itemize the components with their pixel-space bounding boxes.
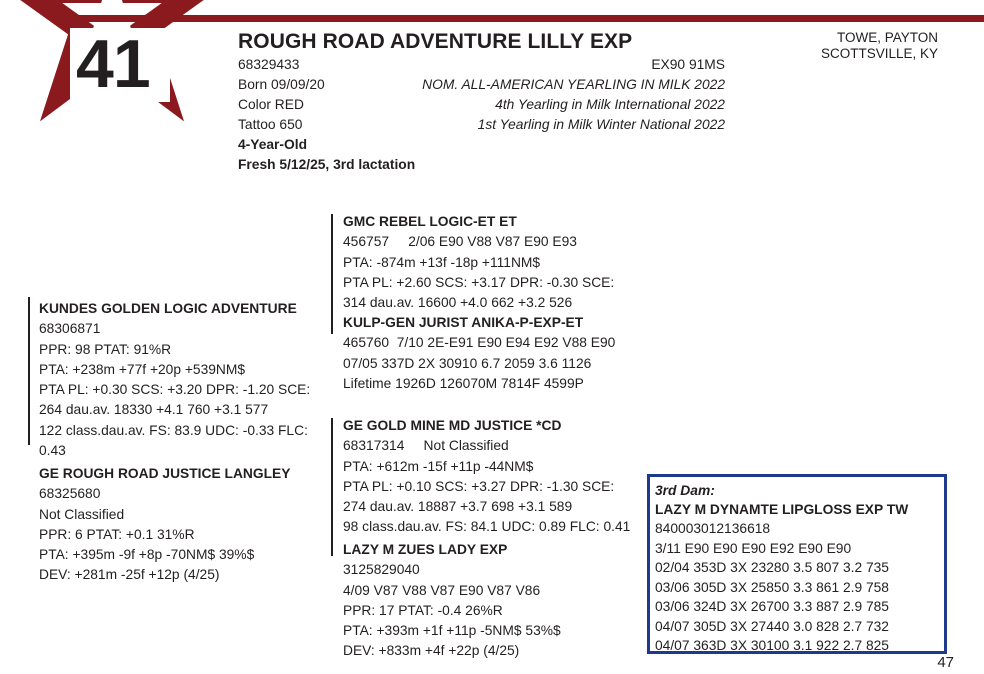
pedigree-bracket-main — [28, 297, 30, 445]
sire-block — [39, 299, 310, 461]
honor-line: 1st Yearling in Milk Winter National 2022 — [477, 117, 725, 132]
tattoo: Tattoo 650 — [238, 117, 303, 132]
color: Color RED — [238, 97, 304, 112]
pedigree-line: 4/09 V87 V88 V87 E90 V87 V86 — [343, 582, 541, 598]
pedigree-line: PTA: -874m +13f -18p +111NM$ — [343, 254, 541, 270]
animal-name: ROUGH ROAD ADVENTURE LILLY EXP — [238, 30, 633, 53]
sire-dam-name: KULP-GEN JURIST ANIKA-P-EXP-ET — [343, 315, 584, 330]
dam-dam-block — [343, 540, 561, 662]
pedigree-line: PTA: +612m -15f +11p -44NM$ — [343, 458, 534, 474]
dam-sire-block — [343, 416, 630, 538]
pedigree-line: 68325680 — [39, 486, 101, 502]
page-number: 47 — [937, 654, 954, 671]
pedigree-line: 274 dau.av. 18887 +3.7 698 +3.1 589 — [343, 499, 573, 515]
sire-sire-block — [343, 212, 614, 313]
pedigree-line: 03/06 324D 3X 26700 3.3 887 2.9 785 — [655, 599, 889, 614]
pedigree-line: 3125829040 — [343, 562, 420, 578]
pedigree-line: 314 dau.av. 16600 +4.0 662 +3.2 526 — [343, 295, 573, 311]
pedigree-line: 02/04 353D 3X 23280 3.5 807 3.2 735 — [655, 560, 889, 575]
pedigree-line: 122 class.dau.av. FS: 83.9 UDC: -0.33 FLC: — [39, 422, 308, 438]
dam-block — [39, 464, 290, 586]
pedigree-line: 3/11 E90 E90 E90 E92 E90 E90 — [655, 540, 852, 556]
classification-score: EX90 91MS — [651, 57, 725, 72]
honor-line: 4th Yearling in Milk International 2022 — [495, 97, 725, 112]
sire-name: KUNDES GOLDEN LOGIC ADVENTURE — [39, 301, 297, 316]
pedigree-line: PPR: 98 PTAT: 91%R — [39, 341, 172, 357]
fresh-info: Fresh 5/12/25, 3rd lactation — [238, 157, 416, 172]
third-dam-block — [655, 481, 908, 656]
consignor-location: SCOTTSVILLE, KY — [820, 46, 938, 61]
honor-line: NOM. ALL-AMERICAN YEARLING IN MILK 2022 — [422, 77, 725, 92]
pedigree-bracket-dam — [331, 418, 333, 556]
birth-date: Born 09/09/20 — [238, 77, 325, 92]
pedigree-line: Not Classified — [39, 506, 125, 522]
pedigree-line: 04/07 305D 3X 27440 3.0 828 2.7 732 — [655, 618, 889, 634]
dam-sire-name: GE GOLD MINE MD JUSTICE *CD — [343, 418, 562, 433]
pedigree-line: 264 dau.av. 18330 +4.1 760 +3.1 577 — [39, 402, 269, 418]
pedigree-line: 0.43 — [39, 443, 66, 459]
pedigree-line: 456757 2/06 E90 V88 V87 E90 E93 — [343, 234, 577, 250]
pedigree-line: PTA: +238m +77f +20p +539NM$ — [39, 361, 246, 377]
pedigree-line: PTA PL: +2.60 SCS: +3.17 DPR: -0.30 SCE: — [343, 274, 615, 290]
pedigree-line: 03/06 305D 3X 25850 3.3 861 2.9 758 — [655, 579, 889, 595]
third-dam-name: LAZY M DYNAMTE LIPGLOSS EXP TW — [655, 502, 909, 517]
pedigree-line: 98 class.dau.av. FS: 84.1 UDC: 0.89 FLC: 0.41 — [343, 519, 631, 535]
pedigree-line: PTA PL: +0.10 SCS: +3.27 DPR: -1.30 SCE: — [343, 478, 615, 494]
pedigree-line: PPR: 17 PTAT: -0.4 26%R — [343, 602, 503, 618]
consignor-name: TOWE, PAYTON — [836, 30, 938, 45]
pedigree-line: Lifetime 1926D 126070M 7814F 4599P — [343, 375, 584, 391]
pedigree-line: 04/07 363D 3X 30100 3.1 922 2.7 825 — [655, 638, 889, 653]
pedigree-line: 68306871 — [39, 321, 101, 337]
pedigree-line: PPR: 6 PTAT: +0.1 31%R — [39, 526, 195, 542]
registration-number: 68329433 — [238, 57, 300, 72]
banner-stripe — [60, 15, 984, 22]
pedigree-line: DEV: +281m -25f +12p (4/25) — [39, 567, 220, 583]
pedigree-line: PTA PL: +0.30 SCS: +3.20 DPR: -1.20 SCE: — [39, 382, 311, 398]
pedigree-line: 465760 7/10 2E-E91 E90 E94 E92 V88 E90 — [343, 335, 616, 351]
sire-sire-name: GMC REBEL LOGIC-ET ET — [343, 214, 517, 229]
lot-number: 41 — [76, 26, 150, 102]
pedigree-bracket-sire — [331, 214, 333, 334]
pedigree-line: 68317314 Not Classified — [343, 438, 509, 454]
dam-dam-name: LAZY M ZUES LADY EXP — [343, 542, 508, 557]
pedigree-line: PTA: +393m +1f +11p -5NM$ 53%$ — [343, 623, 561, 639]
third-dam-heading: 3rd Dam: — [655, 483, 715, 498]
sire-dam-block — [343, 313, 615, 394]
pedigree-line: 07/05 337D 2X 30910 6.7 2059 3.6 1126 — [343, 355, 592, 371]
pedigree-line: 840003012136618 — [655, 521, 771, 536]
pedigree-line: PTA: +395m -9f +8p -70NM$ 39%$ — [39, 547, 255, 563]
age: 4-Year-Old — [238, 137, 308, 152]
dam-name: GE ROUGH ROAD JUSTICE LANGLEY — [39, 466, 291, 481]
pedigree-line: DEV: +833m +4f +22p (4/25) — [343, 643, 520, 659]
